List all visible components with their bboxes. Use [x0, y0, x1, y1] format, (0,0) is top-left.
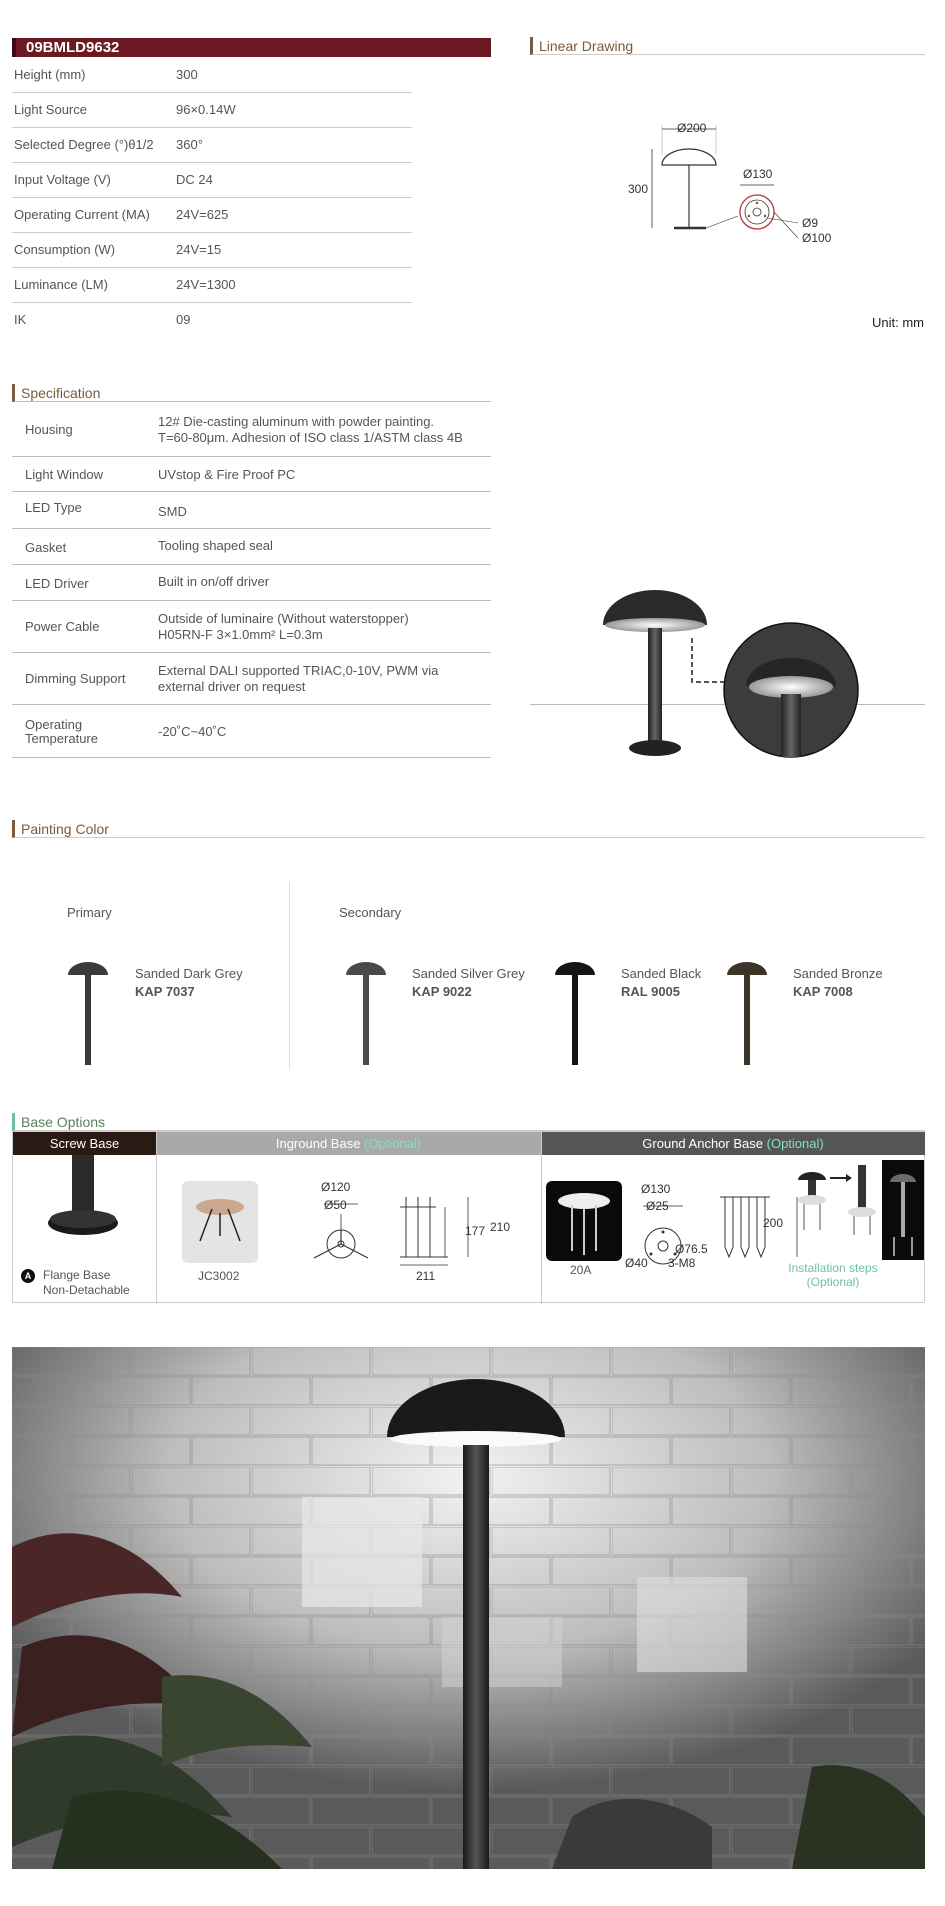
- product-row: [12, 198, 412, 233]
- paint-color-code: KAP 9022: [412, 984, 472, 999]
- dim-diameter-200: Ø200: [677, 121, 707, 135]
- linear-drawing-heading: Linear Drawing: [530, 37, 925, 55]
- flange-badge: A: [21, 1269, 35, 1283]
- product-row-value: DC 24: [176, 172, 213, 187]
- product-row-value: 360°: [176, 137, 203, 152]
- product-row-label: IK: [14, 312, 27, 327]
- dim-w211: 211: [416, 1269, 436, 1283]
- 20a-label: 20A: [570, 1263, 592, 1277]
- dim-diameter-100: Ø100: [802, 231, 832, 245]
- product-render: [598, 590, 863, 760]
- paint-color-code: RAL 9005: [621, 984, 681, 999]
- product-row: [12, 268, 412, 303]
- product-row-label: Operating Current (MA): [14, 207, 150, 222]
- paint-color-code: KAP 7037: [135, 984, 195, 999]
- dim-d40: Ø40: [625, 1256, 648, 1270]
- unit-label: Unit: mm: [872, 315, 924, 330]
- jc3002-label: JC3002: [198, 1269, 240, 1283]
- paint-color-code: KAP 7008: [793, 984, 853, 999]
- dim-diameter-130: Ø130: [743, 167, 773, 181]
- product-row-label: Selected Degree (°)θ1/2: [14, 137, 154, 152]
- installation-steps-label: Installation steps (Optional): [788, 1261, 878, 1289]
- inground-base-header: Inground Base (Optional): [156, 1132, 541, 1155]
- product-row-value: 96×0.14W: [176, 102, 236, 117]
- product-row: [12, 58, 412, 93]
- dim-h200: 200: [763, 1216, 784, 1230]
- product-row: [12, 93, 412, 128]
- paint-color-label: [135, 966, 243, 999]
- base-options-heading: Base Options: [12, 1113, 925, 1131]
- product-row-value: 24V=1300: [176, 277, 236, 292]
- paint-color-label: [412, 966, 525, 999]
- paint-color-name: Sanded Dark Grey: [135, 966, 243, 981]
- product-code: 09BMLD9632: [12, 38, 491, 57]
- paint-swatch-lamp: [725, 960, 769, 1070]
- product-row-value: 24V=625: [176, 207, 229, 222]
- dim-d130-anchor: Ø130: [641, 1182, 671, 1196]
- paint-color-label: [793, 966, 883, 999]
- product-row-value: 300: [176, 67, 198, 82]
- installation-steps-image: [790, 1160, 925, 1260]
- paint-swatch-lamp: [66, 960, 110, 1070]
- ground-anchor-base-header: Ground Anchor Base (Optional): [541, 1132, 925, 1155]
- paint-color-name: Sanded Silver Grey: [412, 966, 525, 981]
- secondary-label: Secondary: [339, 905, 402, 920]
- spec-row-led-type: LED Type SMD: [12, 492, 491, 529]
- spec-row-housing: Housing 12# Die-casting aluminum with powder painting. T=60-80μm. Adhesion of ISO class 1/ASTM class 4B: [12, 405, 491, 457]
- paint-color-name: Sanded Bronze: [793, 966, 883, 981]
- non-detachable-label: Non-Detachable: [43, 1283, 130, 1297]
- product-row: [12, 233, 412, 268]
- dim-h210: 210: [490, 1220, 511, 1234]
- dim-d25: Ø25: [646, 1199, 669, 1213]
- dim-d120: Ø120: [321, 1180, 351, 1194]
- product-row-label: Height (mm): [14, 67, 86, 82]
- dim-3m8: 3-M8: [668, 1256, 696, 1270]
- product-row-value: 24V=15: [176, 242, 222, 257]
- inground-base-image: [182, 1181, 260, 1265]
- base-options-panel: [12, 1131, 925, 1303]
- paint-swatch-lamp: [344, 960, 388, 1070]
- product-row-label: Input Voltage (V): [14, 172, 111, 187]
- paint-color-name: Sanded Black: [621, 966, 702, 981]
- screw-base-image: [43, 1155, 123, 1243]
- dim-height-300: 300: [628, 182, 649, 196]
- dim-h177: 177: [465, 1224, 486, 1238]
- dim-d76: Ø76.5: [675, 1242, 708, 1256]
- anchor-base-image: [546, 1181, 624, 1263]
- screw-base-header: Screw Base: [13, 1132, 156, 1155]
- product-row: [12, 163, 412, 198]
- primary-label: Primary: [67, 905, 112, 920]
- spec-row-operating-temperature: Operating Temperature -20˚C~40˚C: [12, 705, 491, 758]
- spec-row-dimming-support: Dimming Support External DALI supported TRIAC,0-10V, PWM via external driver on request: [12, 653, 491, 705]
- spec-row-gasket: Gasket Tooling shaped seal: [12, 529, 491, 565]
- dim-diameter-9: Ø9: [802, 216, 819, 230]
- product-row-label: Consumption (W): [14, 242, 116, 257]
- dim-d50: Ø50: [324, 1198, 347, 1212]
- specification-heading: Specification: [12, 384, 491, 402]
- product-row-label: Light Source: [14, 102, 87, 117]
- spec-row-light-window: Light Window UVstop & Fire Proof PC: [12, 457, 491, 492]
- product-row: [12, 303, 412, 338]
- painting-divider: [289, 882, 290, 1069]
- product-row-value: 09: [176, 312, 191, 327]
- product-row: [12, 128, 412, 163]
- spec-row-led-driver: LED Driver Built in on/off driver: [12, 565, 491, 601]
- flange-base-label: Flange Base: [43, 1268, 111, 1282]
- product-row-label: Luminance (LM): [14, 277, 108, 292]
- lifestyle-photo: [12, 1347, 925, 1869]
- inground-top-view: [306, 1202, 376, 1282]
- paint-swatch-lamp: [553, 960, 597, 1070]
- spec-row-power-cable: Power Cable Outside of luminaire (Without waterstopper) H05RN-F 3×1.0mm² L=0.3m: [12, 601, 491, 653]
- paint-color-label: [621, 966, 701, 999]
- painting-color-heading: Painting Color: [12, 820, 925, 838]
